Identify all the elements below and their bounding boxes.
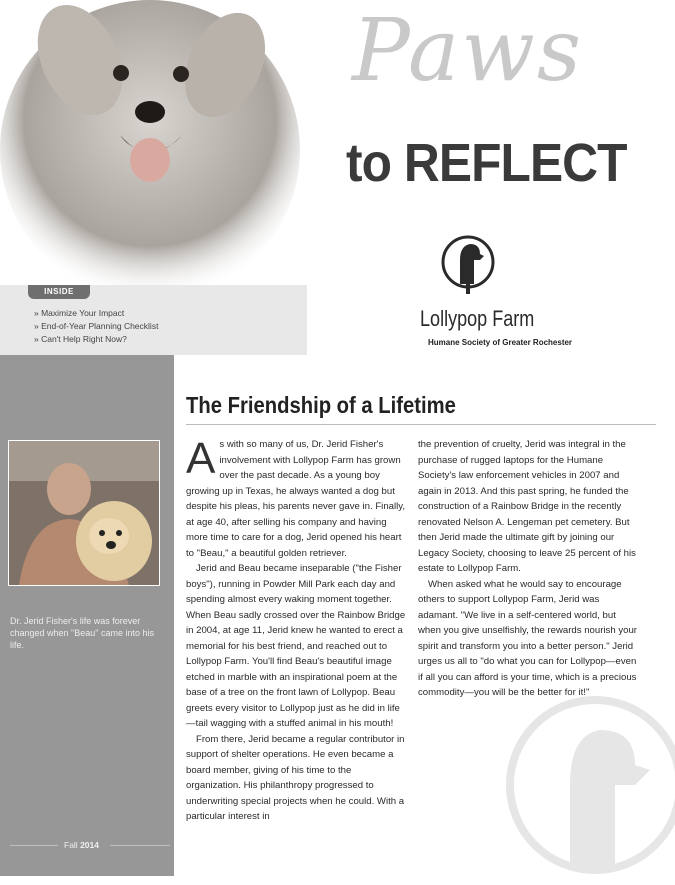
article-column-left	[186, 434, 406, 825]
article-paragraph: the prevention of cruelty, Jerid was integral in the purchase of rugged laptops for the Humane Society's law enforcement vehicles in 2007 and again in 2013. And this past spring, he funded the construction of a Rainbow Bridge in the recently renovated Nelson A. Lengeman pet cemetery. But then Jerid made the ultimate gift by joining our Legacy Society, choosing to leave 25 percent of his estate to Lollypop Farm.	[418, 439, 636, 574]
logo-name: Lollypop Farm	[420, 306, 535, 331]
inside-label: INSIDE	[28, 285, 90, 299]
dog-photo	[0, 0, 300, 285]
photo-caption: Dr. Jerid Fisher's life was forever changed when "Beau" came into his life.	[10, 616, 154, 650]
issue-year: 2014	[80, 840, 99, 850]
footer-rule	[110, 845, 170, 846]
article-headline: The Friendship of a Lifetime	[186, 392, 456, 418]
masthead-title-main: to REFLECT	[346, 133, 627, 193]
inside-item: » Maximize Your Impact	[34, 308, 125, 318]
lollypop-farm-logo-icon	[440, 232, 496, 296]
article-paragraph: When asked what he would say to encourage others to support Lollypop Farm, Jerid was adamant. "We live in a self-centered world, but when you give unselfishly, the rewards nourish your spirit and transform you into a better person." Jerid urges us all to "do what you can for Lollypop—even if all you can afford is your time, which is a precious commodity—you will be the better for it!"	[418, 578, 637, 698]
article-column-right	[418, 437, 638, 701]
logo-tagline: Humane Society of Greater Rochester	[428, 338, 573, 347]
inside-list	[34, 307, 158, 346]
issue-season: Fall	[64, 840, 78, 850]
drop-cap: A	[186, 434, 216, 483]
footer-rule	[10, 845, 58, 846]
article-paragraph	[186, 434, 406, 561]
headline-rule	[186, 424, 656, 425]
sidebar	[0, 355, 174, 876]
article-paragraph: From there, Jerid became a regular contributor in support of shelter operations. He even became a board member, giving of his time to the organization. His philanthropy progressed to underwriting special projects when he could. With a particular interest in	[186, 733, 405, 822]
inside-item: » Can't Help Right Now?	[34, 334, 127, 344]
issue-date	[64, 840, 99, 850]
masthead-title-script: Paws	[352, 1, 584, 101]
article-paragraph: Jerid and Beau became inseparable ("the Fisher boys"), running in Powder Mill Park each day and spending almost every waking moment together. When Beau sadly crossed over the Rainbow Bridge in 2004, at age 11, Jerid knew he wanted to erect a memorial for his best friend, and reached out to Lollypop Farm. You'll find Beau's beautiful image etched in marble with an inspirational poem at the base of a tree on the front lawn of Lollypop. Beau greets every visitor to Lollypop just as he did in life—tail wagging with a stuffed animal in his mouth!	[186, 563, 406, 729]
inside-box	[0, 285, 307, 355]
article-paragraph-text: s with so many of us, Dr. Jerid Fisher's involvement with Lollypop Farm has grown over the past decade. As a young boy growing up in Texas, he always wanted a dog but despite his pleas, his parents never gave in. Finally, at age 40, after selling his company and having more time to care for a dog, Jerid opened his heart to "Beau," a beautiful golden retriever.	[186, 439, 405, 559]
inside-item: » End-of-Year Planning Checklist	[34, 321, 159, 331]
logo-watermark-icon	[500, 690, 675, 880]
fisher-and-beau-photo	[8, 440, 160, 586]
